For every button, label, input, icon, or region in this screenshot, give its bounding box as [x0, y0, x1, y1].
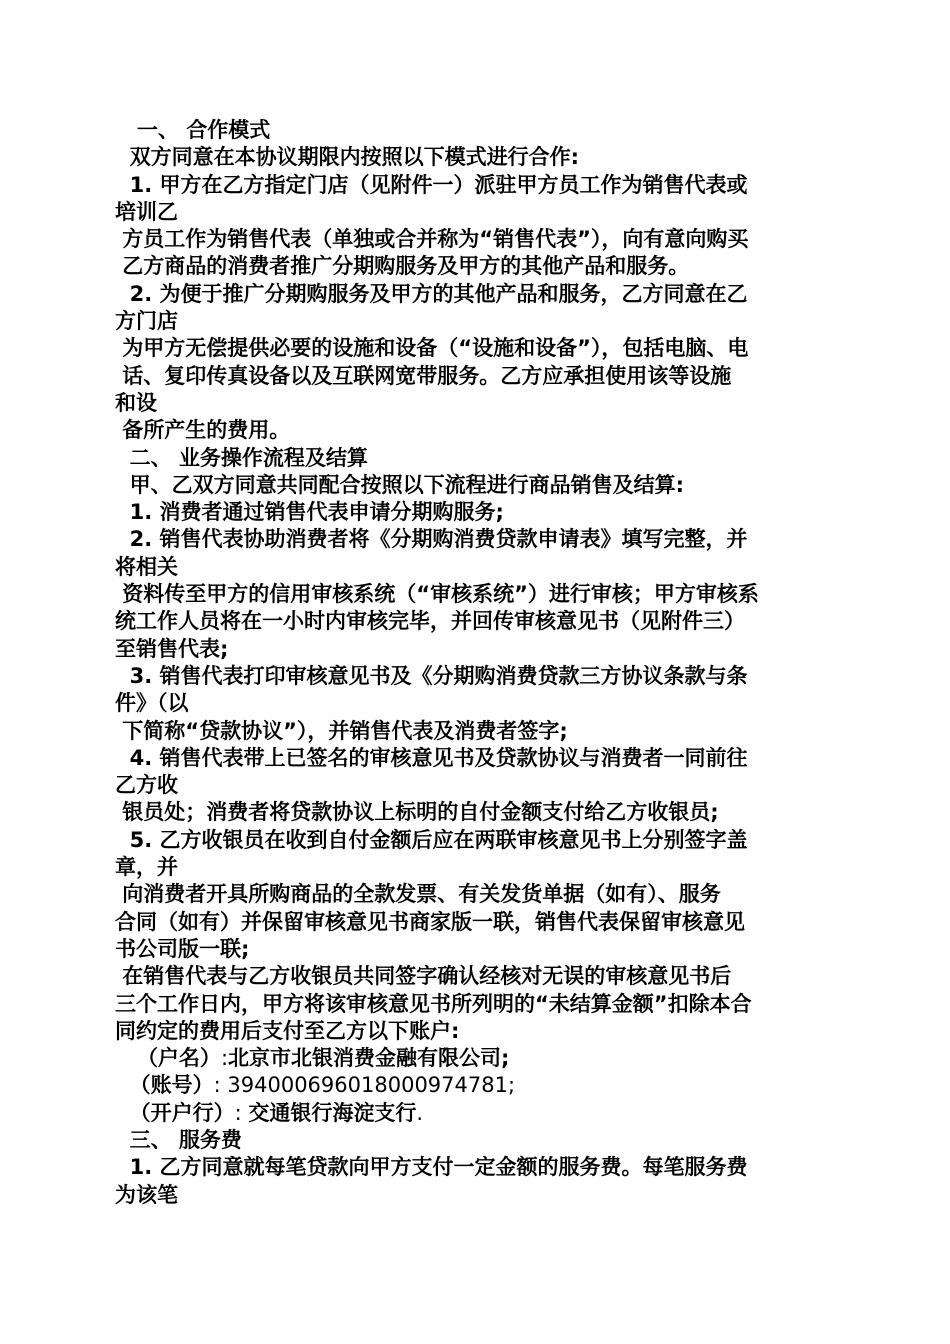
text-line: 1. 甲方在乙方指定门店（见附件一）派驻甲方员工作为销售代表或 [115, 172, 748, 197]
text-line: 统工作人员将在一小时内审核完毕，并回传审核意见书（见附件三） [115, 609, 745, 634]
text-line: 为该笔 [115, 1182, 178, 1207]
text-line: 乙方收 [115, 773, 178, 798]
text-line: 向消费者开具所购商品的全款发票、有关发货单据（如有）、服务 [115, 882, 721, 907]
account-bank-line: （开户行）: 交通银行海淀支行. [129, 1100, 424, 1125]
text-line: 和设 [115, 390, 157, 415]
text-line: 三、 服务费 [115, 1127, 242, 1152]
text-line: 件》（以 [115, 691, 189, 716]
text-line: 5. 乙方收银员在收到自付金额后应在两联审核意见书上分别签字盖 [115, 827, 748, 852]
text-line: 2. 销售代表协助消费者将《分期购消费贷款申请表》填写完整，并 [115, 527, 748, 552]
text-line: 3. 销售代表打印审核意见书及《分期购消费贷款三方协议条款与条 [115, 663, 748, 688]
text-line: 下简称“贷款协议”），并销售代表及消费者签字; [115, 718, 568, 743]
text-line: 2. 为便于推广分期购服务及甲方的其他产品和服务，乙方同意在乙 [115, 281, 748, 306]
text-line: 备所产生的费用。 [115, 418, 291, 443]
text-line: 为甲方无偿提供必要的设施和设备（“设施和设备”），包括电脑、电 [115, 336, 749, 361]
contract-page [115, 117, 835, 1209]
contract-body [115, 117, 835, 1045]
text-line: 1. 消费者通过销售代表申请分期购服务; [115, 500, 504, 525]
text-line: 在销售代表与乙方收银员共同签字确认经核对无误的审核意见书后 [115, 964, 732, 989]
text-line: 将相关 [115, 554, 178, 579]
text-line: 银员处；消费者将贷款协议上标明的自付金额支付给乙方收银员; [115, 800, 719, 825]
text-line: 双方同意在本协议期限内按照以下模式进行合作: [115, 145, 580, 170]
text-line: 至销售代表; [115, 636, 229, 661]
text-line: 合同（如有）并保留审核意见书商家版一联，销售代表保留审核意见 [115, 909, 745, 934]
text-line: 方门店 [115, 309, 178, 334]
text-line: 章，并 [115, 855, 178, 880]
text-line: 培训乙 [115, 199, 178, 224]
text-line: 1. 乙方同意就每笔贷款向甲方支付一定金额的服务费。每笔服务费 [115, 1155, 748, 1180]
text-line: 二、 业务操作流程及结算 [115, 445, 368, 470]
account-name-line: （户名）:北京市北银消费金融有限公司; [136, 1046, 510, 1071]
text-line: 资料传至甲方的信用审核系统（“审核系统”）进行审核；甲方审核系 [115, 582, 759, 607]
text-line: 甲、乙双方同意共同配合按照以下流程进行商品销售及结算: [115, 472, 685, 497]
text-line: 乙方商品的消费者推广分期购服务及甲方的其他产品和服务。 [115, 254, 690, 279]
text-line: 三个工作日内，甲方将该审核意见书所列明的“未结算金额”扣除本合 [115, 991, 752, 1016]
text-line: 书公司版一联; [115, 936, 250, 961]
text-line: 同约定的费用后支付至乙方以下账户: [115, 1018, 460, 1043]
text-line: 4. 销售代表带上已签名的审核意见书及贷款协议与消费者一同前往 [115, 745, 748, 770]
contract-body-continued [115, 1127, 835, 1209]
account-number-line: （账号）: 394000696018000974781; [129, 1073, 516, 1098]
text-line: 话、复印传真设备以及互联网宽带服务。乙方应承担使用该等设施 [115, 363, 732, 388]
text-line: 一、 合作模式 [115, 118, 271, 142]
text-line: 方员工作为销售代表（单独或合并称为“销售代表”），向有意向购买 [115, 227, 749, 252]
